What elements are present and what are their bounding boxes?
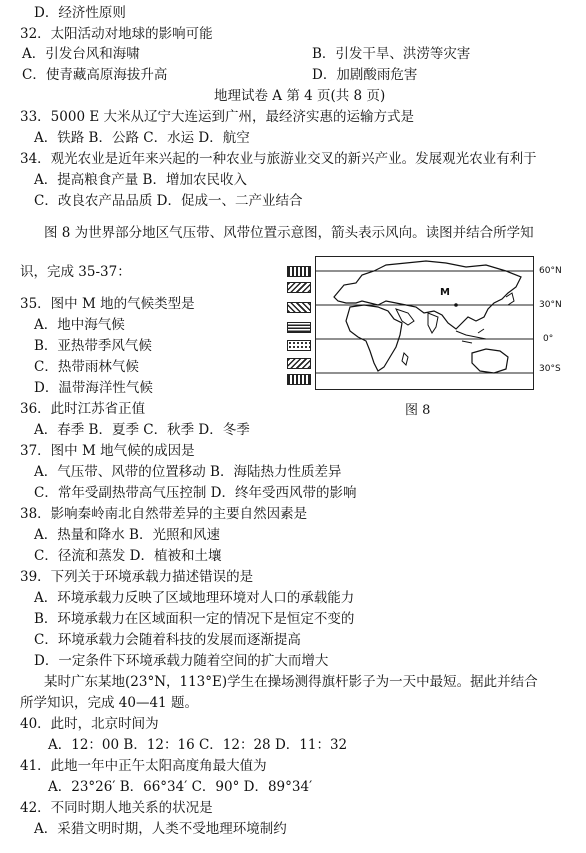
q36-stem: 36．此时江苏省正值 bbox=[20, 401, 146, 417]
q39-option-d: D．一定条件下环境承载力随着空间的扩大而增大 bbox=[34, 653, 329, 669]
q37-stem: 37．图中 M 地气候的成因是 bbox=[20, 443, 195, 459]
q37-options-ab: A．气压带、风带的位置移动 B．海陆热力性质差异 bbox=[34, 464, 342, 480]
legend-subtropical-high bbox=[287, 302, 311, 313]
legend-trade-winds bbox=[287, 322, 311, 333]
q38-stem: 38．影响秦岭南北自然带差异的主要自然因素是 bbox=[20, 506, 308, 522]
q41-options: A．23°26′ B．66°34′ C．90° D．89°34′ bbox=[48, 779, 313, 795]
fig8-intro-line2: 识，完成 35-37： bbox=[20, 264, 131, 280]
q40-intro-line1: 某时广东某地(23°N，113°E)学生在操场测得旗杆影子为一天中最短。据此并结合 bbox=[44, 674, 538, 690]
q32-option-c: C．使青藏高原海拔升高 bbox=[22, 67, 168, 83]
q35-stem: 35．图中 M 地的气候类型是 bbox=[20, 296, 195, 312]
legend-subtropical-high-south bbox=[287, 374, 311, 385]
q38-options-cd: C．径流和蒸发 D．植被和土壤 bbox=[34, 548, 222, 564]
q42-stem: 42．不同时期人地关系的状况是 bbox=[20, 800, 213, 816]
q35-option-a: A．地中海气候 bbox=[34, 317, 125, 333]
legend-polar-high bbox=[287, 266, 311, 277]
q32-option-a: A．引发台风和海啸 bbox=[22, 46, 140, 62]
world-map-svg bbox=[316, 257, 533, 389]
lat-label-60n: 60°N bbox=[539, 266, 562, 276]
legend-equatorial-low bbox=[287, 340, 311, 351]
q32-option-b: B．引发干旱、洪涝等灾害 bbox=[312, 46, 471, 62]
q40-intro-line2: 所学知识，完成 40—41 题。 bbox=[20, 695, 198, 711]
q41-stem: 41．此地一年中正午太阳高度角最大值为 bbox=[20, 758, 267, 774]
world-map bbox=[315, 256, 534, 390]
q39-option-c: C．环境承载力会随着科技的发展而逐渐提高 bbox=[34, 632, 301, 648]
q36-options: A．春季 B．夏季 C．秋季 D．冬季 bbox=[34, 422, 250, 438]
legend-westerlies bbox=[287, 282, 311, 293]
page-footer: 地理试卷 A 第 4 页(共 8 页) bbox=[214, 88, 386, 104]
q38-options-ab: A．热量和降水 B．光照和风速 bbox=[34, 527, 220, 543]
q39-stem: 39．下列关于环境承载力描述错误的是 bbox=[20, 569, 254, 585]
q37-options-cd: C．常年受副热带高气压控制 D．终年受西风带的影响 bbox=[34, 485, 357, 501]
q40-stem: 40．此时，北京时间为 bbox=[20, 716, 159, 732]
q34-options-cd: C．改良农产品品质 D．促成一、二产业结合 bbox=[34, 193, 303, 209]
q32-stem: 32．太阳活动对地球的影响可能 bbox=[20, 26, 213, 42]
q35-option-b: B．亚热带季风气候 bbox=[34, 338, 152, 354]
lat-label-30n: 30°N bbox=[539, 300, 562, 310]
lat-label-30s: 30°S bbox=[539, 364, 561, 374]
fig8-intro-line1: 图 8 为世界部分地区气压带、风带位置示意图，箭头表示风向。读图并结合所学知 bbox=[44, 225, 534, 241]
q42-option-a: A．采猎文明时期，人类不受地理环境制约 bbox=[34, 821, 287, 837]
q39-option-b: B．环境承载力在区域面积一定的情况下是恒定不变的 bbox=[34, 611, 355, 627]
q31-option-d: D．经济性原则 bbox=[34, 5, 126, 21]
q35-option-d: D．温带海洋性气候 bbox=[34, 380, 153, 396]
q39-option-a: A．环境承载力反映了区域地理环境对人口的承载能力 bbox=[34, 590, 355, 606]
legend-trade-winds-south bbox=[287, 358, 311, 369]
point-m-label: M bbox=[440, 287, 450, 298]
q35-option-c: C．热带雨林气候 bbox=[34, 359, 139, 375]
q34-stem: 34．观光农业是近年来兴起的一种农业与旅游业交叉的新兴产业。发展观光农业有利于 bbox=[20, 151, 537, 167]
q34-options-ab: A．提高粮食产量 B．增加农民收入 bbox=[34, 172, 247, 188]
q40-options: A．12：00 B．12：16 C．12：28 D．11：32 bbox=[48, 737, 348, 753]
q32-option-d: D．加剧酸雨危害 bbox=[312, 67, 418, 83]
lat-label-0: 0° bbox=[543, 334, 554, 344]
q33-stem: 33．5000 E 大米从辽宁大连运到广州，最经济实惠的运输方式是 bbox=[20, 109, 414, 125]
figure-8 bbox=[287, 252, 577, 422]
q33-options: A．铁路 B．公路 C．水运 D．航空 bbox=[34, 130, 250, 146]
figure-caption: 图 8 bbox=[405, 403, 431, 418]
